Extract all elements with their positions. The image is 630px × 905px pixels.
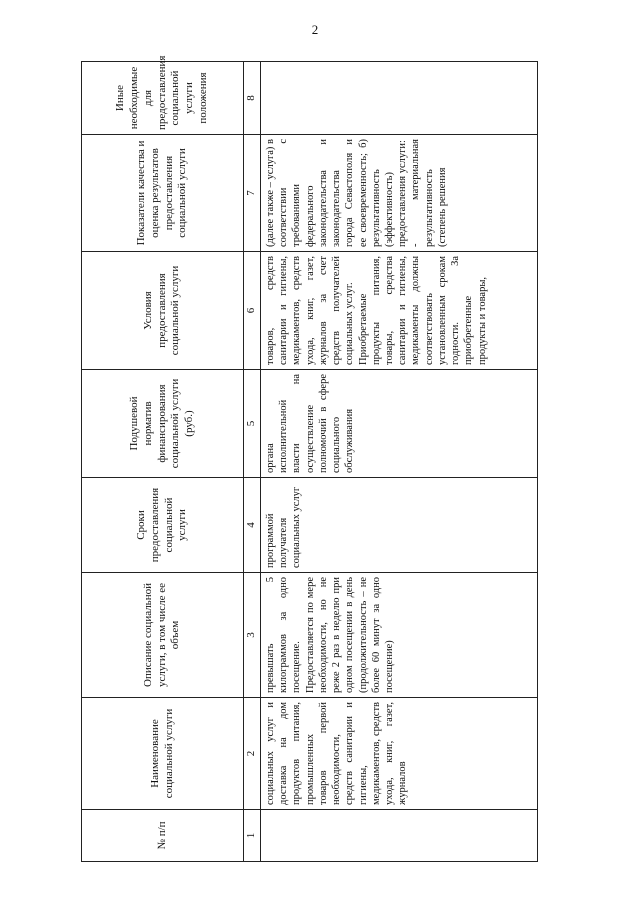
header-description: Описание социальной услуги, в том числе ее объем (82, 573, 244, 698)
header-service-name: Наименование социальной услуги (82, 698, 244, 810)
column-number: 2 (244, 698, 261, 810)
cell-quality-indicators: (далее также – услуга) в соответствии с требованиями федерального законодательства и законодательства города Севастополя и ее своевременность; б) результативность (эффективность) предоставления услуги: - материальная результативность (степень решения (261, 135, 538, 252)
cell-terms: программой получателя социальных услуг (261, 478, 538, 573)
header-other-provisions: Иные необходимые для предоставления социальной услуги положения (82, 62, 244, 135)
column-number: 6 (244, 252, 261, 370)
cell-conditions: товаров, средств санитарии и гигиены, медикаментов, средств ухода, книг, газет, журналов за счет средств получателей социальных услуг. Приобретаемые продукты питания, товары, средства санитарии и гигиены, медикаменты должны соответствовать установленным срокам годности. За приобретенные продукты и товары, (261, 252, 538, 370)
header-terms: Сроки предоставления социальной услуги (82, 478, 244, 573)
header-conditions: Условия предоставления социальной услуги (82, 252, 244, 370)
column-number-row (244, 62, 261, 862)
header-number: № п/п (82, 810, 244, 862)
table-row (261, 62, 538, 862)
column-number: 3 (244, 573, 261, 698)
cell-funding-norm: органа исполнительной власти на осуществление полномочий в сфере социального обслуживания (261, 370, 538, 478)
social-service-table (81, 55, 538, 862)
column-number: 1 (244, 810, 261, 862)
header-quality-indicators: Показатели качества и оценка результатов предоставления социальной услуги (82, 135, 244, 252)
cell-description: превышать 5 килограммов за одно посещение. Предоставляется по мере необходимости, но не реже 2 раз в неделю при одном посещении в день (продолжительность – не более 60 минут за одно посещение) (261, 573, 538, 698)
header-funding-norm: Подушевой норматив финансирования социальной услуги (руб.) (82, 370, 244, 478)
column-number: 8 (244, 62, 261, 135)
cell-number (261, 810, 538, 862)
column-number: 4 (244, 478, 261, 573)
cell-service-name: социальных услуг и доставка на дом продуктов питания, промышленных товаров первой необходимости, средств санитарии и гигиены, медикаментов, средств ухода, книг, газет, журналов (261, 698, 538, 810)
header-row (82, 62, 244, 862)
rotated-table-container (81, 55, 550, 862)
cell-other-provisions (261, 62, 538, 135)
page-number: 2 (311, 22, 319, 37)
column-number: 7 (244, 135, 261, 252)
column-number: 5 (244, 370, 261, 478)
